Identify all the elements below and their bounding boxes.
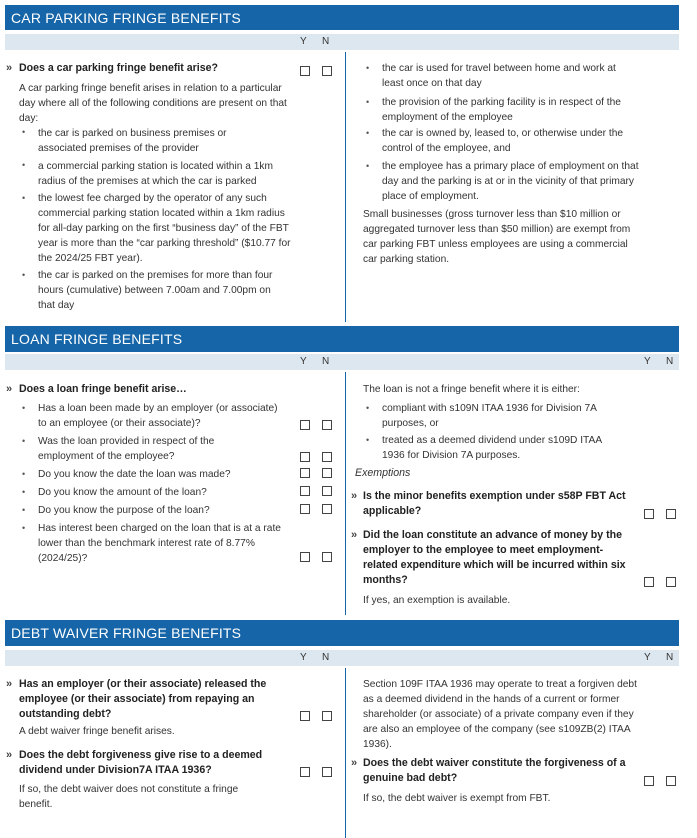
car-intro: A car parking fringe benefit arises in relation to a particular day where all of the following conditions are present on that day: bbox=[19, 83, 287, 124]
debt-q1-yes-checkbox[interactable] bbox=[300, 711, 310, 721]
debt-column-divider bbox=[345, 668, 346, 838]
debt-title: DEBT WAIVER FRINGE BENEFITS bbox=[11, 625, 242, 641]
chevron-right-icon: » bbox=[6, 678, 13, 690]
debt-no-label-left: N bbox=[322, 652, 330, 663]
loan-q3-yes-checkbox[interactable] bbox=[300, 468, 310, 478]
loan-exemption-question-1: Is the minor benefits exemption under s58P FBT Act applicable? bbox=[363, 490, 626, 517]
debt-note-1: A debt waiver fringe benefit arises. bbox=[19, 726, 175, 737]
debt-q2-no-checkbox[interactable] bbox=[322, 767, 332, 777]
chevron-right-icon: » bbox=[6, 749, 13, 761]
car-left-bullet-3: the lowest fee charged by the operator of any such commercial parking station located within a 1km radius for all-day parking on the first “business day” of the FBT year is more than the “car parking threshold” ($10.77 for the 2024/25 FBT year). bbox=[38, 193, 291, 264]
chevron-right-icon: » bbox=[351, 757, 358, 769]
debt-note-2: If so, the debt waiver does not constitute a fringe benefit. bbox=[19, 784, 239, 810]
section-header-loan bbox=[5, 326, 679, 352]
loan-q4-yes-checkbox[interactable] bbox=[300, 486, 310, 496]
section-header-debt-waiver bbox=[5, 620, 679, 646]
loan-exemptions-label: Exemptions bbox=[355, 467, 411, 479]
loan-yes-label-left: Y bbox=[300, 356, 307, 367]
loan-not-fringe-bullet-1: compliant with s109N ITAA 1936 for Division 7A purposes, or bbox=[382, 403, 597, 429]
bullet-icon: • bbox=[366, 63, 370, 73]
loan-exemption1-yes-checkbox[interactable] bbox=[644, 509, 654, 519]
debt-no-label-right: N bbox=[666, 652, 674, 663]
car-right-bullet-2: the provision of the parking facility is in respect of the employment of the employee bbox=[382, 97, 621, 123]
debt-q3-yes-checkbox[interactable] bbox=[644, 776, 654, 786]
bullet-icon: • bbox=[366, 435, 370, 445]
loan-sub-question-4: Do you know the amount of the loan? bbox=[38, 487, 207, 498]
chevron-right-icon: » bbox=[351, 490, 358, 502]
car-question: Does a car parking fringe benefit arise? bbox=[19, 62, 218, 74]
loan-exemption-note: If yes, an exemption is available. bbox=[363, 595, 511, 606]
car-yes-label: Y bbox=[300, 36, 307, 47]
loan-no-label-right: N bbox=[666, 356, 674, 367]
loan-yes-label-right: Y bbox=[644, 356, 651, 367]
debt-q3-no-checkbox[interactable] bbox=[666, 776, 676, 786]
car-right-bullet-1: the car is used for travel between home and work at least once on that day bbox=[382, 63, 616, 89]
car-left-bullet-2: a commercial parking station is located within a 1km radius of the premises at which the car is parked bbox=[38, 161, 273, 187]
loan-exemption-question-2: Did the loan constitute an advance of money by the employer to the employee to meet employment-related expenditure which will be incurred within six months? bbox=[363, 529, 626, 586]
debt-yn-bar bbox=[5, 650, 679, 666]
loan-title: LOAN FRINGE BENEFITS bbox=[11, 331, 183, 347]
loan-q6-yes-checkbox[interactable] bbox=[300, 552, 310, 562]
debt-note-3: If so, the debt waiver is exempt from FBT. bbox=[363, 793, 551, 804]
car-parking-title: CAR PARKING FRINGE BENEFITS bbox=[11, 9, 241, 26]
debt-yes-label-left: Y bbox=[300, 652, 307, 663]
bullet-icon: • bbox=[22, 523, 26, 533]
bullet-icon: • bbox=[22, 436, 26, 446]
bullet-icon: • bbox=[22, 127, 26, 137]
loan-q2-no-checkbox[interactable] bbox=[322, 452, 332, 462]
bullet-icon: • bbox=[22, 505, 26, 515]
car-right-bullet-4: the employee has a primary place of employment on that day and the parking is at or in the vicinity of that primary place of employment. bbox=[382, 161, 639, 202]
debt-question-1: Has an employer (or their associate) released the employee (or their associate) from repaying an outstanding debt? bbox=[19, 678, 267, 720]
bullet-icon: • bbox=[366, 128, 370, 138]
car-column-divider bbox=[345, 52, 346, 322]
bullet-icon: • bbox=[22, 487, 26, 497]
debt-q2-yes-checkbox[interactable] bbox=[300, 767, 310, 777]
loan-exemption2-no-checkbox[interactable] bbox=[666, 577, 676, 587]
bullet-icon: • bbox=[22, 270, 26, 280]
car-parking-yn-bar bbox=[5, 34, 679, 50]
bullet-icon: • bbox=[366, 161, 370, 171]
loan-sub-question-3: Do you know the date the loan was made? bbox=[38, 469, 231, 480]
car-left-bullet-4: the car is parked on the premises for more than four hours (cumulative) between 7.00am and 7.00pm on that day bbox=[38, 270, 273, 311]
loan-q4-no-checkbox[interactable] bbox=[322, 486, 332, 496]
car-no-label: N bbox=[322, 36, 330, 47]
section-header-car-parking bbox=[5, 5, 679, 30]
chevron-right-icon: » bbox=[6, 62, 13, 74]
loan-q1-no-checkbox[interactable] bbox=[322, 420, 332, 430]
loan-column-divider bbox=[345, 372, 346, 615]
loan-sub-question-6: Has interest been charged on the loan that is at a rate lower than the benchmark interest rate of 8.77% (2024/25)? bbox=[38, 523, 281, 564]
chevron-right-icon: » bbox=[6, 383, 13, 395]
loan-q5-no-checkbox[interactable] bbox=[322, 504, 332, 514]
car-question-no-checkbox[interactable] bbox=[322, 66, 332, 76]
debt-q1-no-checkbox[interactable] bbox=[322, 711, 332, 721]
bullet-icon: • bbox=[22, 193, 26, 203]
loan-sub-question-5: Do you know the purpose of the loan? bbox=[38, 505, 210, 516]
bullet-icon: • bbox=[366, 403, 370, 413]
loan-sub-question-2: Was the loan provided in respect of the employment of the employee? bbox=[38, 436, 215, 462]
chevron-right-icon: » bbox=[351, 529, 358, 541]
car-left-bullet-1: the car is parked on business premises or associated premises of the provider bbox=[38, 128, 227, 154]
car-question-yes-checkbox[interactable] bbox=[300, 66, 310, 76]
loan-q3-no-checkbox[interactable] bbox=[322, 468, 332, 478]
loan-q2-yes-checkbox[interactable] bbox=[300, 452, 310, 462]
debt-question-2: Does the debt forgiveness give rise to a deemed dividend under Division7A ITAA 1936? bbox=[19, 749, 263, 776]
loan-no-label-left: N bbox=[322, 356, 330, 367]
loan-not-fringe-intro: The loan is not a fringe benefit where it is either: bbox=[363, 384, 580, 395]
loan-q5-yes-checkbox[interactable] bbox=[300, 504, 310, 514]
loan-q1-yes-checkbox[interactable] bbox=[300, 420, 310, 430]
loan-not-fringe-bullet-2: treated as a deemed dividend under s109D ITAA 1936 for Division 7A purposes. bbox=[382, 435, 602, 461]
bullet-icon: • bbox=[366, 97, 370, 107]
loan-question: Does a loan fringe benefit arise… bbox=[19, 383, 187, 395]
loan-exemption2-yes-checkbox[interactable] bbox=[644, 577, 654, 587]
car-right-bullet-3: the car is owned by, leased to, or otherwise under the control of the employee, and bbox=[382, 128, 624, 154]
debt-question-3: Does the debt waiver constitute the forgiveness of a genuine bad debt? bbox=[363, 757, 626, 784]
bullet-icon: • bbox=[22, 403, 26, 413]
loan-yn-bar bbox=[5, 354, 679, 370]
debt-yes-label-right: Y bbox=[644, 652, 651, 663]
loan-sub-question-1: Has a loan been made by an employer (or associate) to an employee (or their associate)? bbox=[38, 403, 278, 429]
loan-exemption1-no-checkbox[interactable] bbox=[666, 509, 676, 519]
bullet-icon: • bbox=[22, 469, 26, 479]
car-small-business-note: Small businesses (gross turnover less than $10 million or aggregated turnover less than $50 million) are exempt from car parking FBT unless employees are using a commercial car parking station. bbox=[363, 209, 631, 265]
debt-section-109f-note: Section 109F ITAA 1936 may operate to treat a forgiven debt as a deemed dividend in the hands of a current or former shareholder (or associate) of a private company even if they are also an employee of the company (see s109ZB(2) ITAA 1936). bbox=[363, 679, 637, 750]
loan-q6-no-checkbox[interactable] bbox=[322, 552, 332, 562]
bullet-icon: • bbox=[22, 160, 26, 170]
